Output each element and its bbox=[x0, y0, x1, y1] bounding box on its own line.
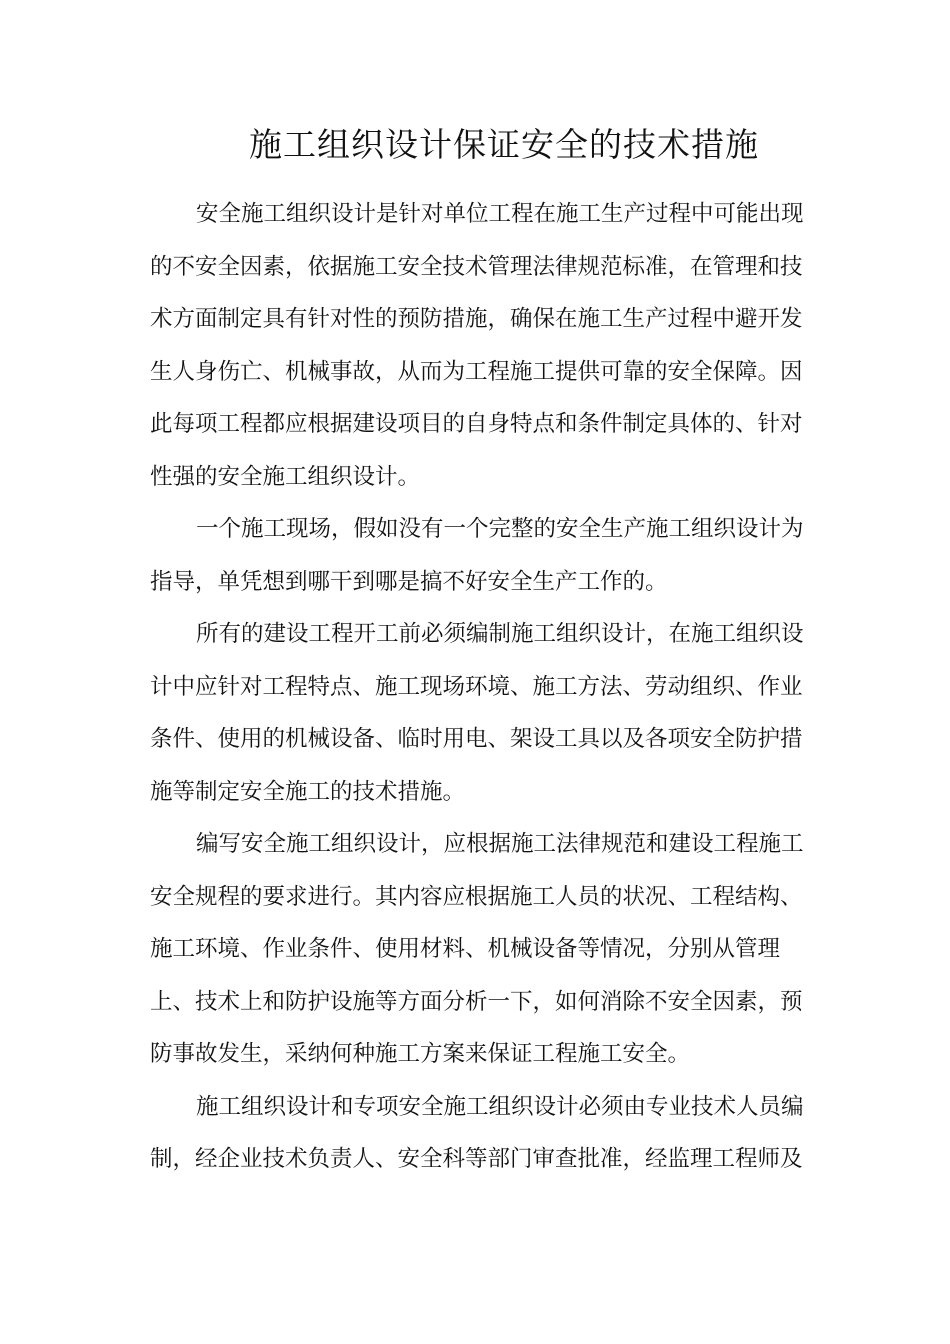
paragraph-1 bbox=[150, 188, 804, 503]
text-line: 防事故发生，采纳何种施工方案来保证工程施工安全。 bbox=[150, 1041, 691, 1067]
text-line: 一个施工现场，假如没有一个完整的安全生产施工组织设计为 bbox=[196, 516, 804, 542]
text-line: 此每项工程都应根据建设项目的自身特点和条件制定具体的、针对 bbox=[150, 411, 803, 437]
paragraph-5 bbox=[150, 1081, 804, 1186]
text-line: 条件、使用的机械设备、临时用电、架设工具以及各项安全防护措 bbox=[150, 726, 803, 752]
text-line: 制，经企业技术负责人、安全科等部门审查批准，经监理工程师及 bbox=[150, 1146, 803, 1172]
text-line: 的不安全因素，依据施工安全技术管理法律规范标准，在管理和技 bbox=[150, 253, 803, 280]
text-line: 指导，单凭想到哪干到哪是搞不好安全生产工作的。 bbox=[150, 568, 668, 595]
text-line: 上、技术上和防护设施等方面分析一下，如何消除不安全因素，预 bbox=[150, 988, 803, 1015]
document-body bbox=[150, 188, 804, 1186]
paragraph-3 bbox=[150, 608, 804, 818]
paragraph-4 bbox=[150, 818, 804, 1081]
text-line: 性强的安全施工组织设计。 bbox=[150, 463, 421, 490]
paragraph-2 bbox=[150, 503, 804, 608]
text-line: 术方面制定具有针对性的预防措施，确保在施工生产过程中避开发 bbox=[150, 306, 803, 332]
text-line: 编写安全施工组织设计，应根据施工法律规范和建设工程施工 bbox=[196, 831, 804, 857]
text-line: 安全规程的要求进行。其内容应根据施工人员的状况、工程结构、 bbox=[150, 883, 803, 910]
text-line: 计中应针对工程特点、施工现场环境、施工方法、劳动组织、作业 bbox=[150, 673, 803, 700]
text-line: 施工组织设计和专项安全施工组织设计必须由专业技术人员编 bbox=[196, 1093, 804, 1120]
text-line: 安全施工组织设计是针对单位工程在施工生产过程中可能出现 bbox=[196, 201, 804, 227]
text-line: 施工环境、作业条件、使用材料、机械设备等情况，分别从管理 bbox=[150, 936, 781, 962]
text-line: 生人身伤亡、机械事故，从而为工程施工提供可靠的安全保障。因 bbox=[150, 358, 803, 385]
text-line: 施等制定安全施工的技术措施。 bbox=[150, 778, 466, 805]
text-line: 所有的建设工程开工前必须编制施工组织设计，在施工组织设 bbox=[196, 621, 804, 647]
document-title: 施工组织设计保证安全的技术措施 bbox=[249, 125, 759, 164]
